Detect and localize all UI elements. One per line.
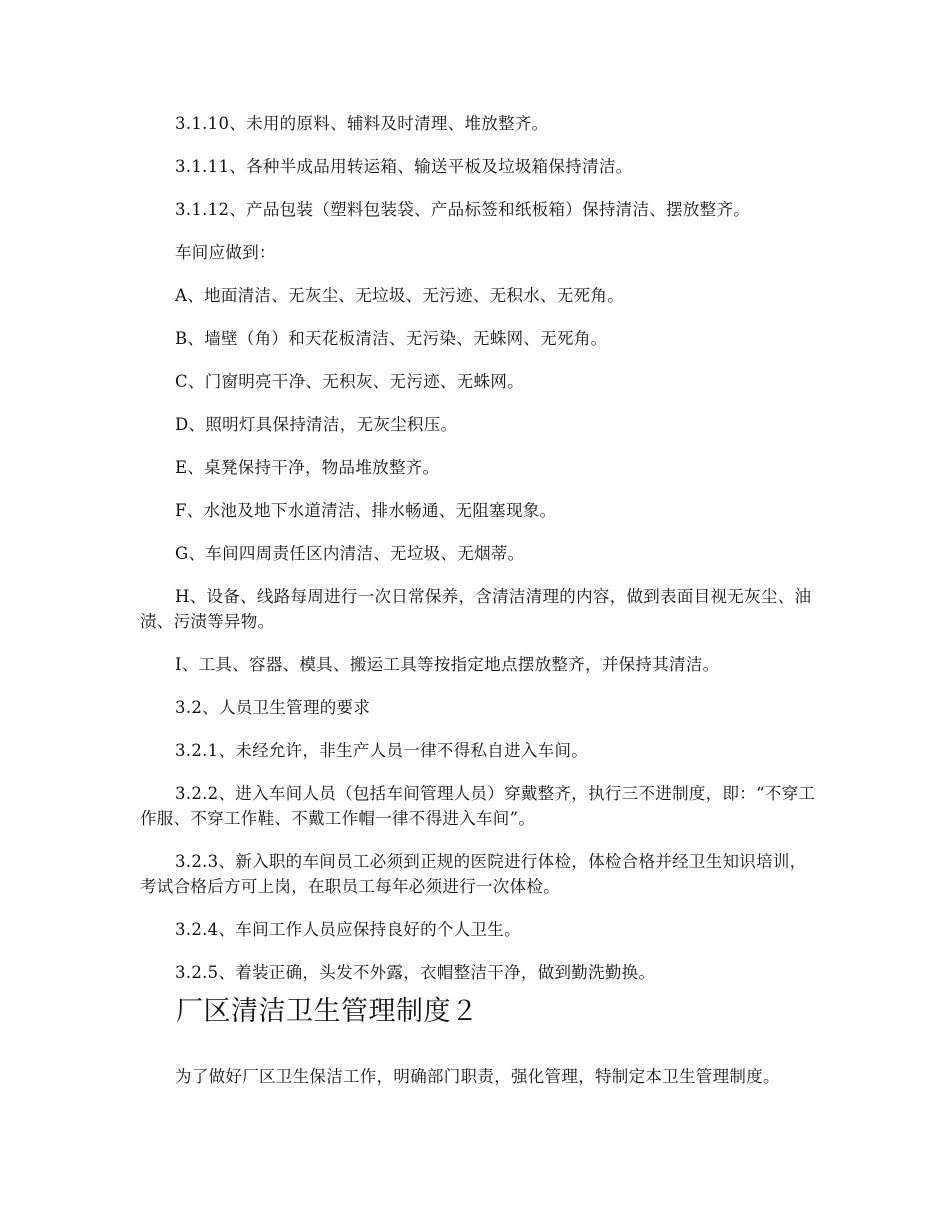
section-heading: 厂区清洁卫生管理制度２ <box>176 996 479 1027</box>
paragraph-item-a: A、地面清洁、无灰尘、无垃圾、无污迹、无积水、无死角。 <box>175 286 625 305</box>
paragraph-item-d: D、照明灯具保持清洁，无灰尘积压。 <box>175 415 458 434</box>
paragraph-3-2-2: 3.2.2、进入车间人员（包括车间管理人员）穿戴整齐，执行三不进制度，即：“不穿工作服、不穿工作鞋、不戴工作帽一律不得进入车间”。 <box>140 784 816 828</box>
paragraph-item-b: B、墙壁（角）和天花板清洁、无污染、无蛛网、无死角。 <box>175 329 608 348</box>
paragraph-workshop-requirements: 车间应做到： <box>175 243 276 262</box>
paragraph-item-g: G、车间四周责任区内清洁、无垃圾、无烟蒂。 <box>175 544 525 563</box>
paragraph-item-c: C、门窗明亮干净、无积灰、无污迹、无蛛网。 <box>175 372 524 391</box>
paragraph-3-2-5: 3.2.5、着装正确，头发不外露，衣帽整洁干净，做到勤洗勤换。 <box>175 963 656 982</box>
paragraph-3-2-4: 3.2.4、车间工作人员应保持良好的个人卫生。 <box>175 920 521 939</box>
paragraph-3-2-3: 3.2.3、新入职的车间员工必须到正规的医院进行体检，体检合格并经卫生知识培训，考试合格后方可上岗，在职员工每年必须进行一次体检。 <box>140 852 807 896</box>
paragraph-item-f: F、水池及地下水道清洁、排水畅通、无阻塞现象。 <box>175 501 557 520</box>
intro-paragraph: 为了做好厂区卫生保洁工作，明确部门职责，强化管理，特制定本卫生管理制度。 <box>175 1067 780 1086</box>
paragraph-3-1-11: 3.1.11、各种半成品用转运箱、输送平板及垃圾箱保持清洁。 <box>175 157 633 176</box>
paragraph-3-1-10: 3.1.10、未用的原料、辅料及时清理、堆放整齐。 <box>175 114 549 133</box>
paragraph-3-1-12: 3.1.12、产品包装（塑料包装袋、产品标签和纸板箱）保持清洁、摆放整齐。 <box>175 200 751 219</box>
paragraph-3-2: 3.2、人员卫生管理的要求 <box>175 698 371 717</box>
paragraph-item-e: E、桌凳保持干净，物品堆放整齐。 <box>175 458 440 477</box>
paragraph-3-2-1: 3.2.1、未经允许，非生产人员一律不得私自进入车间。 <box>175 741 589 760</box>
paragraph-item-h: H、设备、线路每周进行一次日常保养，含清洁清理的内容，做到表面目视无灰尘、油渍、污渍等异物。 <box>140 587 812 631</box>
paragraph-item-i: I、工具、容器、模具、搬运工具等按指定地点摆放整齐，并保持其清洁。 <box>175 655 720 674</box>
